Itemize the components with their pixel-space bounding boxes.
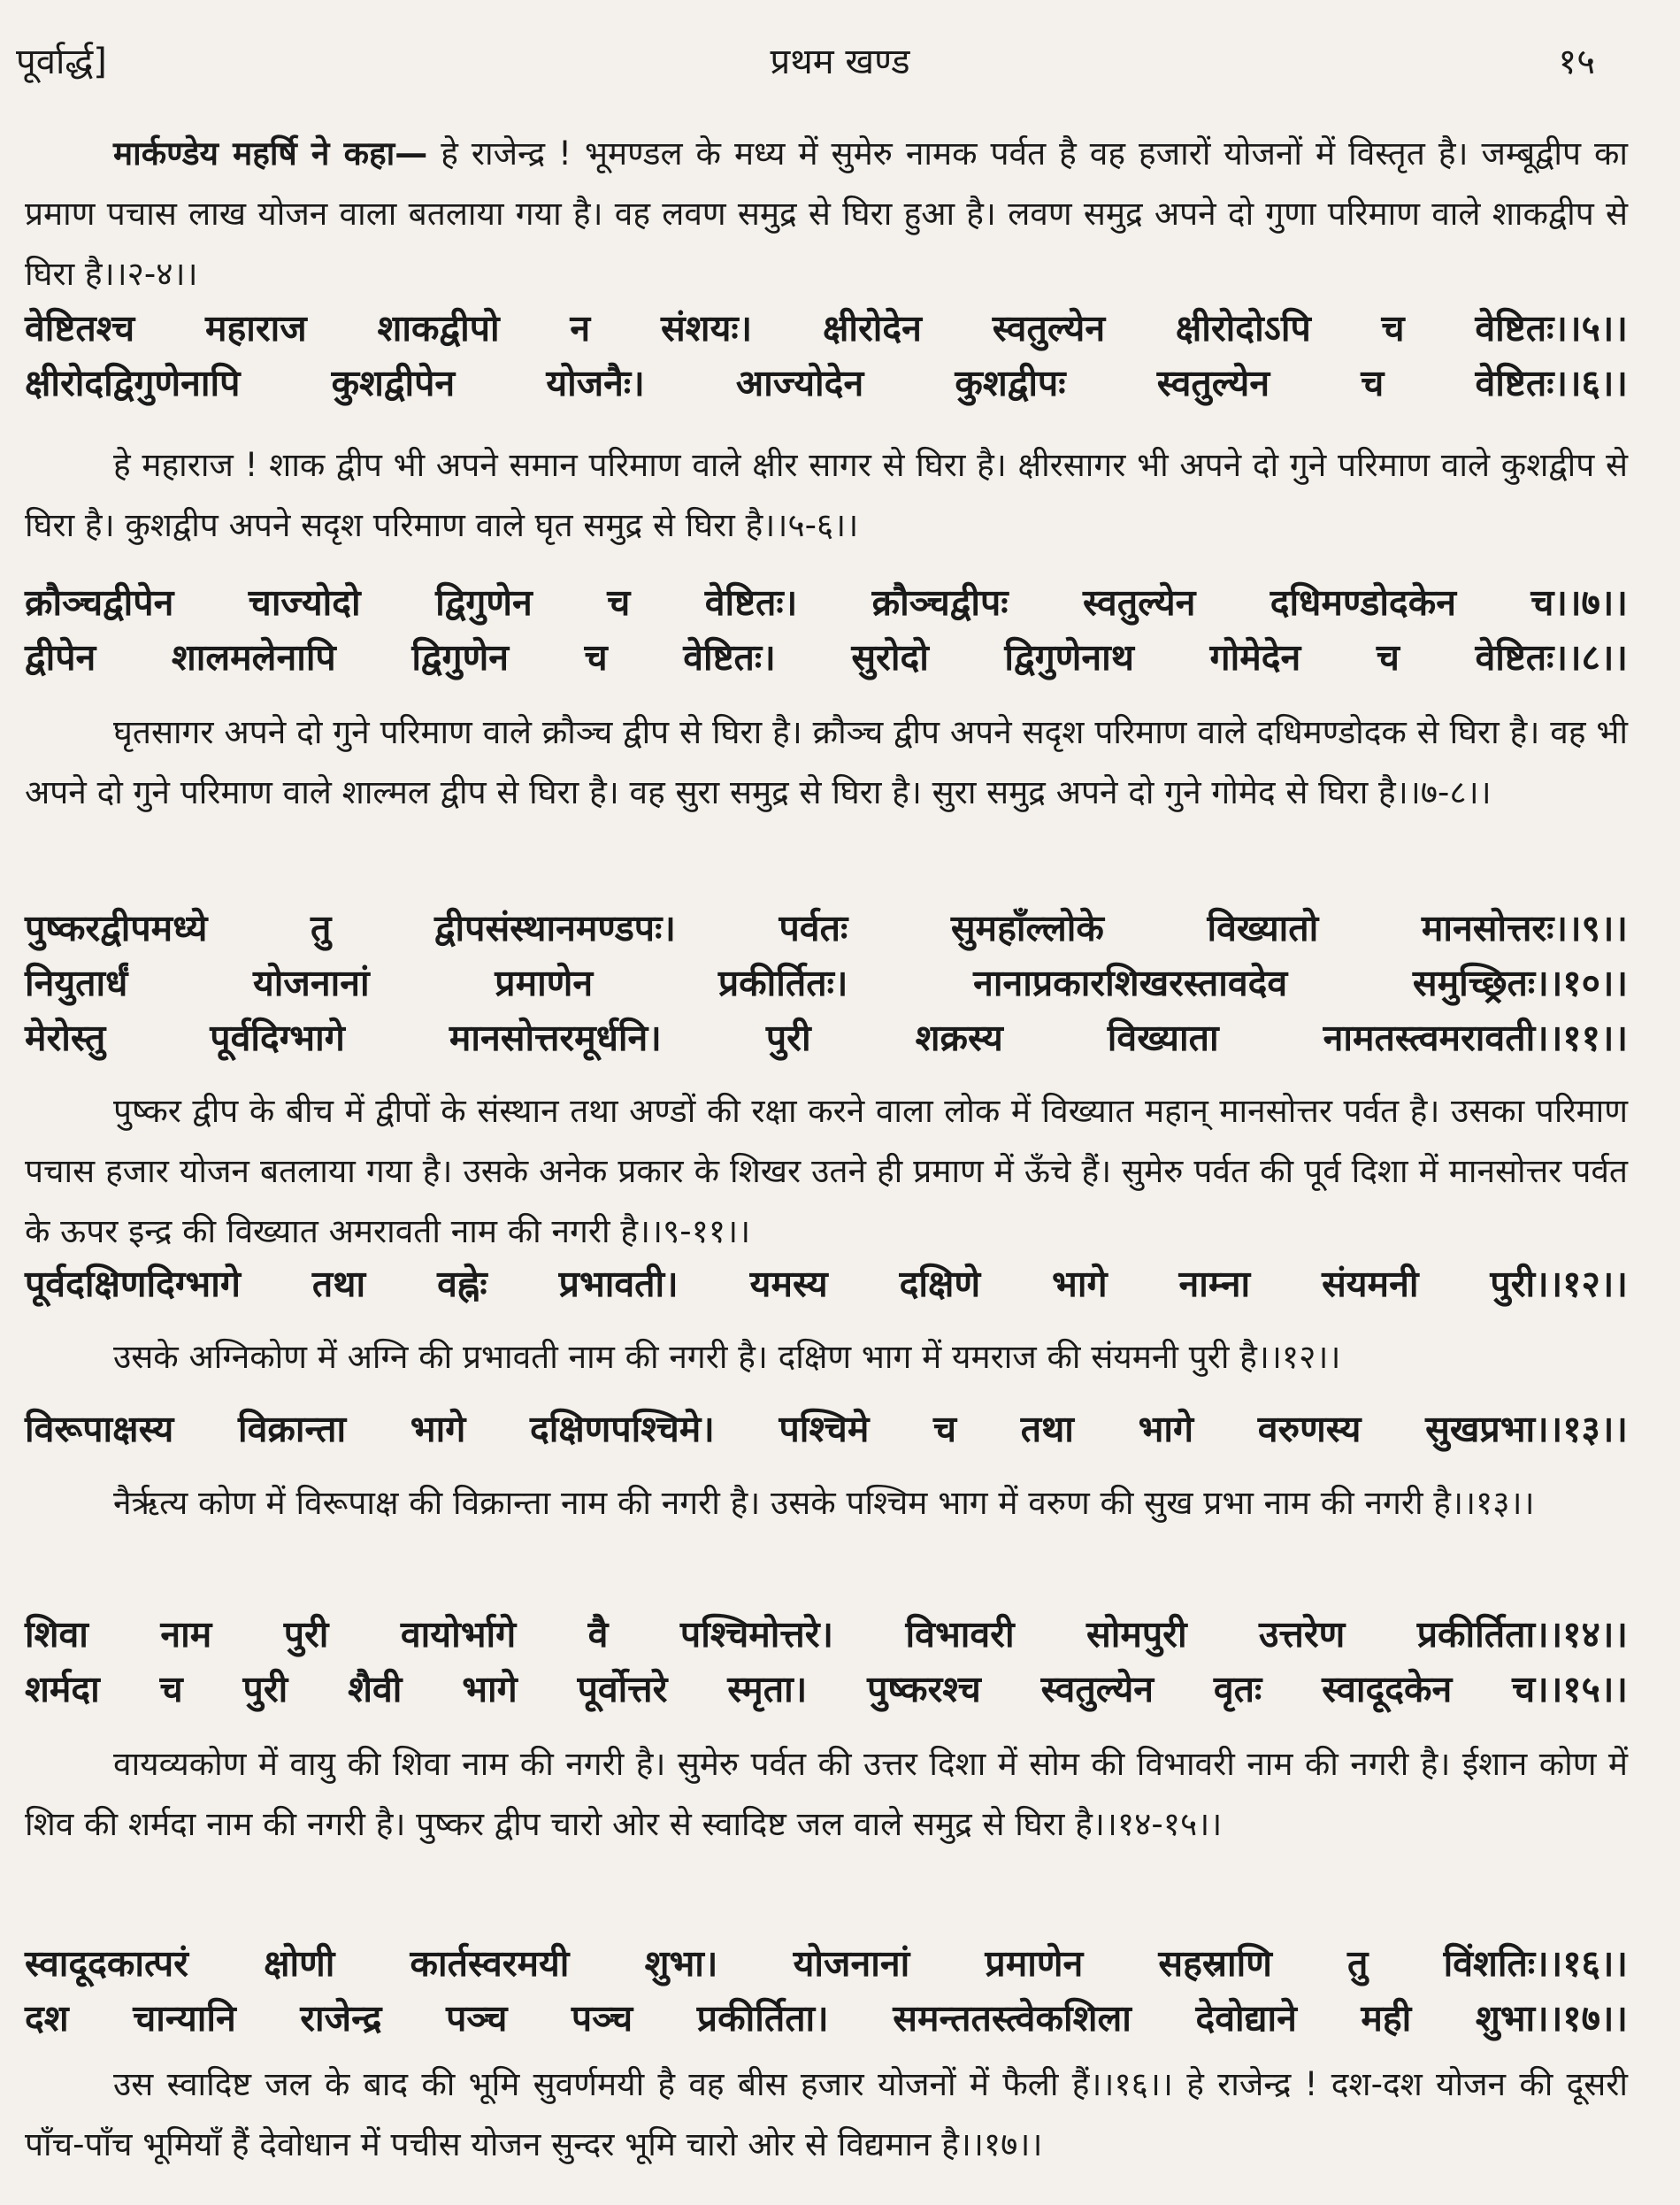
verse-line xyxy=(25,301,1628,356)
verse-word: वायोर्भागे xyxy=(400,1613,517,1656)
verse-block xyxy=(25,301,1628,411)
verse-word: तु xyxy=(311,907,332,949)
verse-word: पर्वतः xyxy=(779,907,848,949)
verse-word: क्षीरोदोऽपि xyxy=(1175,307,1311,350)
verse-word: योजनैः। xyxy=(546,362,645,404)
verse-word: स्मृता। xyxy=(727,1668,808,1710)
verse-word: संशयः। xyxy=(660,307,753,350)
verse-word: समन्ततस्त्वेकशिला xyxy=(893,1997,1132,2040)
verse-word: वेष्टितः।।६।। xyxy=(1475,362,1628,404)
verse-word: सहस्राणि xyxy=(1158,1942,1272,1985)
verse-word: स्वादूदकेन xyxy=(1322,1668,1453,1710)
verse-word: च।।१५।। xyxy=(1512,1668,1628,1710)
verse-word: वरुणस्य xyxy=(1257,1408,1362,1450)
verse-word: पुरी xyxy=(242,1668,288,1710)
verse-word: भागे xyxy=(1138,1408,1194,1450)
verse-line xyxy=(25,630,1628,685)
verse-word: राजेन्द्र xyxy=(300,1997,382,2040)
verse-line xyxy=(25,356,1628,411)
verse-word: तथा xyxy=(311,1263,366,1305)
page-header-section: पूर्वार्द्ध] xyxy=(16,42,107,82)
verse-word: पुरी।।१२।। xyxy=(1490,1263,1628,1305)
verse-word: प्रकीर्तितः। xyxy=(717,962,848,1004)
verse-word: द्विगुणेन xyxy=(411,636,509,679)
verse-word: वृतः xyxy=(1213,1668,1262,1710)
verse-word: वेष्टितः।।५।। xyxy=(1475,307,1628,350)
verse-block xyxy=(25,1936,1628,2046)
verse-word: देवोद्याने xyxy=(1195,1997,1297,2040)
verse-word: तथा xyxy=(1020,1408,1074,1450)
verse-block xyxy=(25,1256,1628,1311)
verse-word: मही xyxy=(1361,1997,1412,2040)
verse-word: च xyxy=(1376,636,1400,679)
verse-word: प्रकीर्तिता। xyxy=(696,1997,829,2040)
verse-word: चाज्योदो xyxy=(248,581,361,624)
verse-block xyxy=(25,1402,1628,1456)
verse-word: स्वतुल्येन xyxy=(1082,581,1196,624)
verse-word: विंशतिः।।१६।। xyxy=(1443,1942,1628,1985)
verse-word: प्रकीर्तिता।।१४।। xyxy=(1416,1613,1628,1656)
verse-word: प्रभावती। xyxy=(558,1263,679,1305)
verse-line xyxy=(25,1662,1628,1717)
verse-word: क्षीरोदद्विगुणेनापि xyxy=(25,362,241,404)
verse-word: मानसोत्तरमूर्धनि। xyxy=(449,1017,662,1059)
verse-word: भागे xyxy=(462,1668,518,1710)
verse-word: योजनानां xyxy=(253,962,370,1004)
verse-word: द्वीपेन xyxy=(25,636,96,679)
verse-word: च xyxy=(584,636,608,679)
verse-word: स्वतुल्येन xyxy=(1156,362,1270,404)
verse-word: नाम xyxy=(160,1613,212,1656)
verse-word: क्षीरोदेन xyxy=(822,307,922,350)
verse-word: क्रौञ्चद्वीपेन xyxy=(25,581,174,624)
verse-word: योजनानां xyxy=(793,1942,910,1985)
prose-paragraph: हे महाराज ! शाक द्वीप भी अपने समान परिमाण वाले क्षीर सागर से घिरा है। क्षीरसागर भी अपने दो गुने परिमाण वाले कुशद्वीप से घिरा है। कुशद्वीप अपने सदृश परिमाण वाले घृत समुद्र से घिरा है।।५-६।। xyxy=(25,446,1628,544)
verse-word: वै xyxy=(587,1613,609,1656)
verse-word: पुरी xyxy=(283,1613,329,1656)
verse-word: स्वतुल्येन xyxy=(992,307,1106,350)
verse-line xyxy=(25,956,1628,1010)
page-number: १५ xyxy=(1558,42,1595,82)
prose-paragraph: नैर्ऋत्य कोण में विरूपाक्ष की विक्रान्ता नाम की नगरी है। उसके पश्चिम भाग में वरुण की सुख प्रभा नाम की नगरी है।।१३।। xyxy=(113,1484,1535,1522)
verse-word: पूर्वदिग्भागे xyxy=(210,1017,345,1059)
verse-word: शर्मदा xyxy=(25,1668,100,1710)
verse-word: वेष्टितश्च xyxy=(25,307,135,350)
verse-word: द्विगुणेन xyxy=(435,581,533,624)
verse-word: दधिमण्डोदकेन xyxy=(1270,581,1456,624)
verse-word: शुभा।।१७।। xyxy=(1475,1997,1628,2040)
verse-word: तु xyxy=(1347,1942,1369,1985)
verse-word: नामतस्त्वमरावती।।११।। xyxy=(1323,1017,1628,1059)
verse-word: स्वादूदकात्परं xyxy=(25,1942,188,1985)
verse-word: च xyxy=(1361,362,1385,404)
verse-word: पूर्वदक्षिणदिग्भागे xyxy=(25,1263,241,1305)
verse-word: सोमपुरी xyxy=(1086,1613,1187,1656)
verse-word: सुखप्रभा।।१३।। xyxy=(1425,1408,1628,1450)
verse-word: दक्षिणपश्चिमे। xyxy=(529,1408,715,1450)
verse-line xyxy=(25,1607,1628,1662)
page-header-title: प्रथम खण्ड xyxy=(770,42,910,82)
verse-word: वेष्टितः।।८।। xyxy=(1475,636,1628,679)
verse-word: क्षोणी xyxy=(264,1942,335,1985)
verse-word: नाम्ना xyxy=(1178,1263,1251,1305)
verse-word: प्रमाणेन xyxy=(495,962,594,1004)
verse-word: भागे xyxy=(1052,1263,1108,1305)
verse-line xyxy=(25,575,1628,630)
verse-line xyxy=(25,1256,1628,1311)
verse-line xyxy=(25,1010,1628,1065)
verse-word: द्वीपसंस्थानमण्डपः। xyxy=(433,907,676,949)
prose-paragraph: उसके अग्निकोण में अग्नि की प्रभावती नाम की नगरी है। दक्षिण भाग में यमराज की संयमनी पुरी है।।१२।। xyxy=(113,1338,1341,1376)
verse-word: नियुतार्धं xyxy=(25,962,128,1004)
verse-word: वेष्टितः। xyxy=(683,636,776,679)
verse-word: पञ्च xyxy=(446,1997,508,2040)
verse-word: वेष्टितः। xyxy=(704,581,798,624)
verse-word: पुष्करद्वीपमध्ये xyxy=(25,907,208,949)
verse-word: च xyxy=(1381,307,1405,350)
verse-word: संयमनी xyxy=(1322,1263,1419,1305)
verse-word: पश्चिमोत्तरे। xyxy=(679,1613,834,1656)
verse-word: वह्नेः xyxy=(437,1263,487,1305)
verse-word: पश्चिमे xyxy=(779,1408,870,1450)
verse-word: दश xyxy=(25,1997,69,2040)
verse-block xyxy=(25,1607,1628,1717)
verse-word: यमस्य xyxy=(749,1263,828,1305)
verse-word: शालमलेनापि xyxy=(171,636,336,679)
verse-word: स्वतुल्येन xyxy=(1040,1668,1154,1710)
verse-word: कुशद्वीपेन xyxy=(331,362,456,404)
verse-word: न xyxy=(570,307,591,350)
verse-word: पुष्करश्च xyxy=(867,1668,981,1710)
verse-word: पुरी xyxy=(765,1017,811,1059)
verse-word: पूर्वोत्तरे xyxy=(577,1668,668,1710)
verse-word: सुरोदो xyxy=(851,636,929,679)
verse-word: आज्योदेन xyxy=(735,362,864,404)
verse-word: च xyxy=(159,1668,183,1710)
verse-word: पञ्च xyxy=(571,1997,633,2040)
verse-word: च।।७।। xyxy=(1530,581,1628,624)
verse-word: च xyxy=(933,1408,957,1450)
verse-word: विख्याता xyxy=(1107,1017,1219,1059)
verse-word: विरूपाक्षस्य xyxy=(25,1408,174,1450)
verse-word: उत्तरेण xyxy=(1259,1613,1346,1656)
verse-word: द्विगुणेनाथ xyxy=(1004,636,1134,679)
verse-word: विभावरी xyxy=(905,1613,1015,1656)
verse-block xyxy=(25,575,1628,685)
verse-word: शुभा। xyxy=(644,1942,718,1985)
verse-word: प्रमाणेन xyxy=(985,1942,1084,1985)
verse-word: शैवी xyxy=(348,1668,403,1710)
prose-paragraph: वायव्यकोण में वायु की शिवा नाम की नगरी है। सुमेरु पर्वत की उत्तर दिशा में सोम की विभावरी नाम की नगरी है। ईशान कोण में शिव की शर्मदा नाम की नगरी है। पुष्कर द्वीप चारो ओर से स्वादिष्ट जल वाले समुद्र से घिरा है।।१४-१५।। xyxy=(25,1745,1628,1843)
verse-word: नानाप्रकारशिखरस्तावदेव xyxy=(973,962,1288,1004)
verse-word: कार्तस्वरमयी xyxy=(410,1942,570,1985)
verse-word: शिवा xyxy=(25,1613,88,1656)
verse-word: शक्रस्य xyxy=(915,1017,1003,1059)
verse-word: समुच्छ्रितः।।१०।। xyxy=(1412,962,1628,1004)
verse-word: मेरोस्तु xyxy=(25,1017,106,1059)
verse-word: सुमहाँल्लोके xyxy=(950,907,1104,949)
verse-word: शाकद्वीपो xyxy=(377,307,500,350)
verse-word: दक्षिणे xyxy=(899,1263,981,1305)
verse-word: महाराज xyxy=(205,307,307,350)
verse-word: विक्रान्ता xyxy=(237,1408,347,1450)
verse-word: मानसोत्तरः।।९।। xyxy=(1421,907,1628,949)
verse-line xyxy=(25,901,1628,956)
verse-line xyxy=(25,1991,1628,2046)
prose-paragraph xyxy=(25,124,1628,304)
prose-paragraph: पुष्कर द्वीप के बीच में द्वीपों के संस्थान तथा अण्डों की रक्षा करने वाला लोक में विख्यात महान् मानसोत्तर पर्वत है। उसका परिमाण पचास हजार योजन बतलाया गया है। उसके अनेक प्रकार के शिखर उतने ही प्रमाण में ऊँचे हैं। सुमेरु पर्वत की पूर्व दिशा में मानसोत्तर पर्वत के ऊपर इन्द्र की विख्यात अमरावती नाम की नगरी है।।९-११।। xyxy=(25,1092,1628,1250)
verse-word: गोमेदेन xyxy=(1209,636,1301,679)
verse-word: चान्यानि xyxy=(133,1997,236,2040)
verse-word: च xyxy=(607,581,631,624)
verse-line xyxy=(25,1402,1628,1456)
verse-line xyxy=(25,1936,1628,1991)
verse-word: कुशद्वीपः xyxy=(955,362,1066,404)
prose-paragraph: उस स्वादिष्ट जल के बाद की भूमि सुवर्णमयी है वह बीस हजार योजनों में फैली हैं।।१६।। हे राजेन्द्र ! दश-दश योजन की दूसरी पाँच-पाँच भूमियाँ हैं देवोधान में पचीस योजन सुन्दर भूमि चारो ओर से विद्यमान है।।१७।। xyxy=(25,2065,1628,2163)
paragraph-text: हे राजेन्द्र ! भूमण्डल के मध्य में सुमेरु नामक पर्वत है वह हजारों योजनों में विस्तृत है। जम्बूद्वीप का प्रमाण पचास लाख योजन वाला बतलाया गया है। वह लवण समुद्र से घिरा हुआ है। लवण समुद्र अपने दो गुणा परिमाण वाले शाकद्वीप से घिरा है।।२-४।। xyxy=(25,134,1628,293)
speaker-lead: मार्कण्डेय महर्षि ने कहा— xyxy=(113,134,428,173)
prose-paragraph: घृतसागर अपने दो गुने परिमाण वाले क्रौञ्च द्वीप से घिरा है। क्रौञ्च द्वीप अपने सदृश परिमाण वाले दधिमण्डोदक से घिरा है। वह भी अपने दो गुने परिमाण वाले शाल्मल द्वीप से घिरा है। वह सुरा समुद्र से घिरा है। सुरा समुद्र अपने दो गुने गोमेद से घिरा है।।७-८।। xyxy=(25,713,1628,811)
verse-word: क्रौञ्चद्वीपः xyxy=(871,581,1009,624)
verse-word: विख्यातो xyxy=(1207,907,1319,949)
verse-block xyxy=(25,901,1628,1065)
verse-word: भागे xyxy=(410,1408,466,1450)
